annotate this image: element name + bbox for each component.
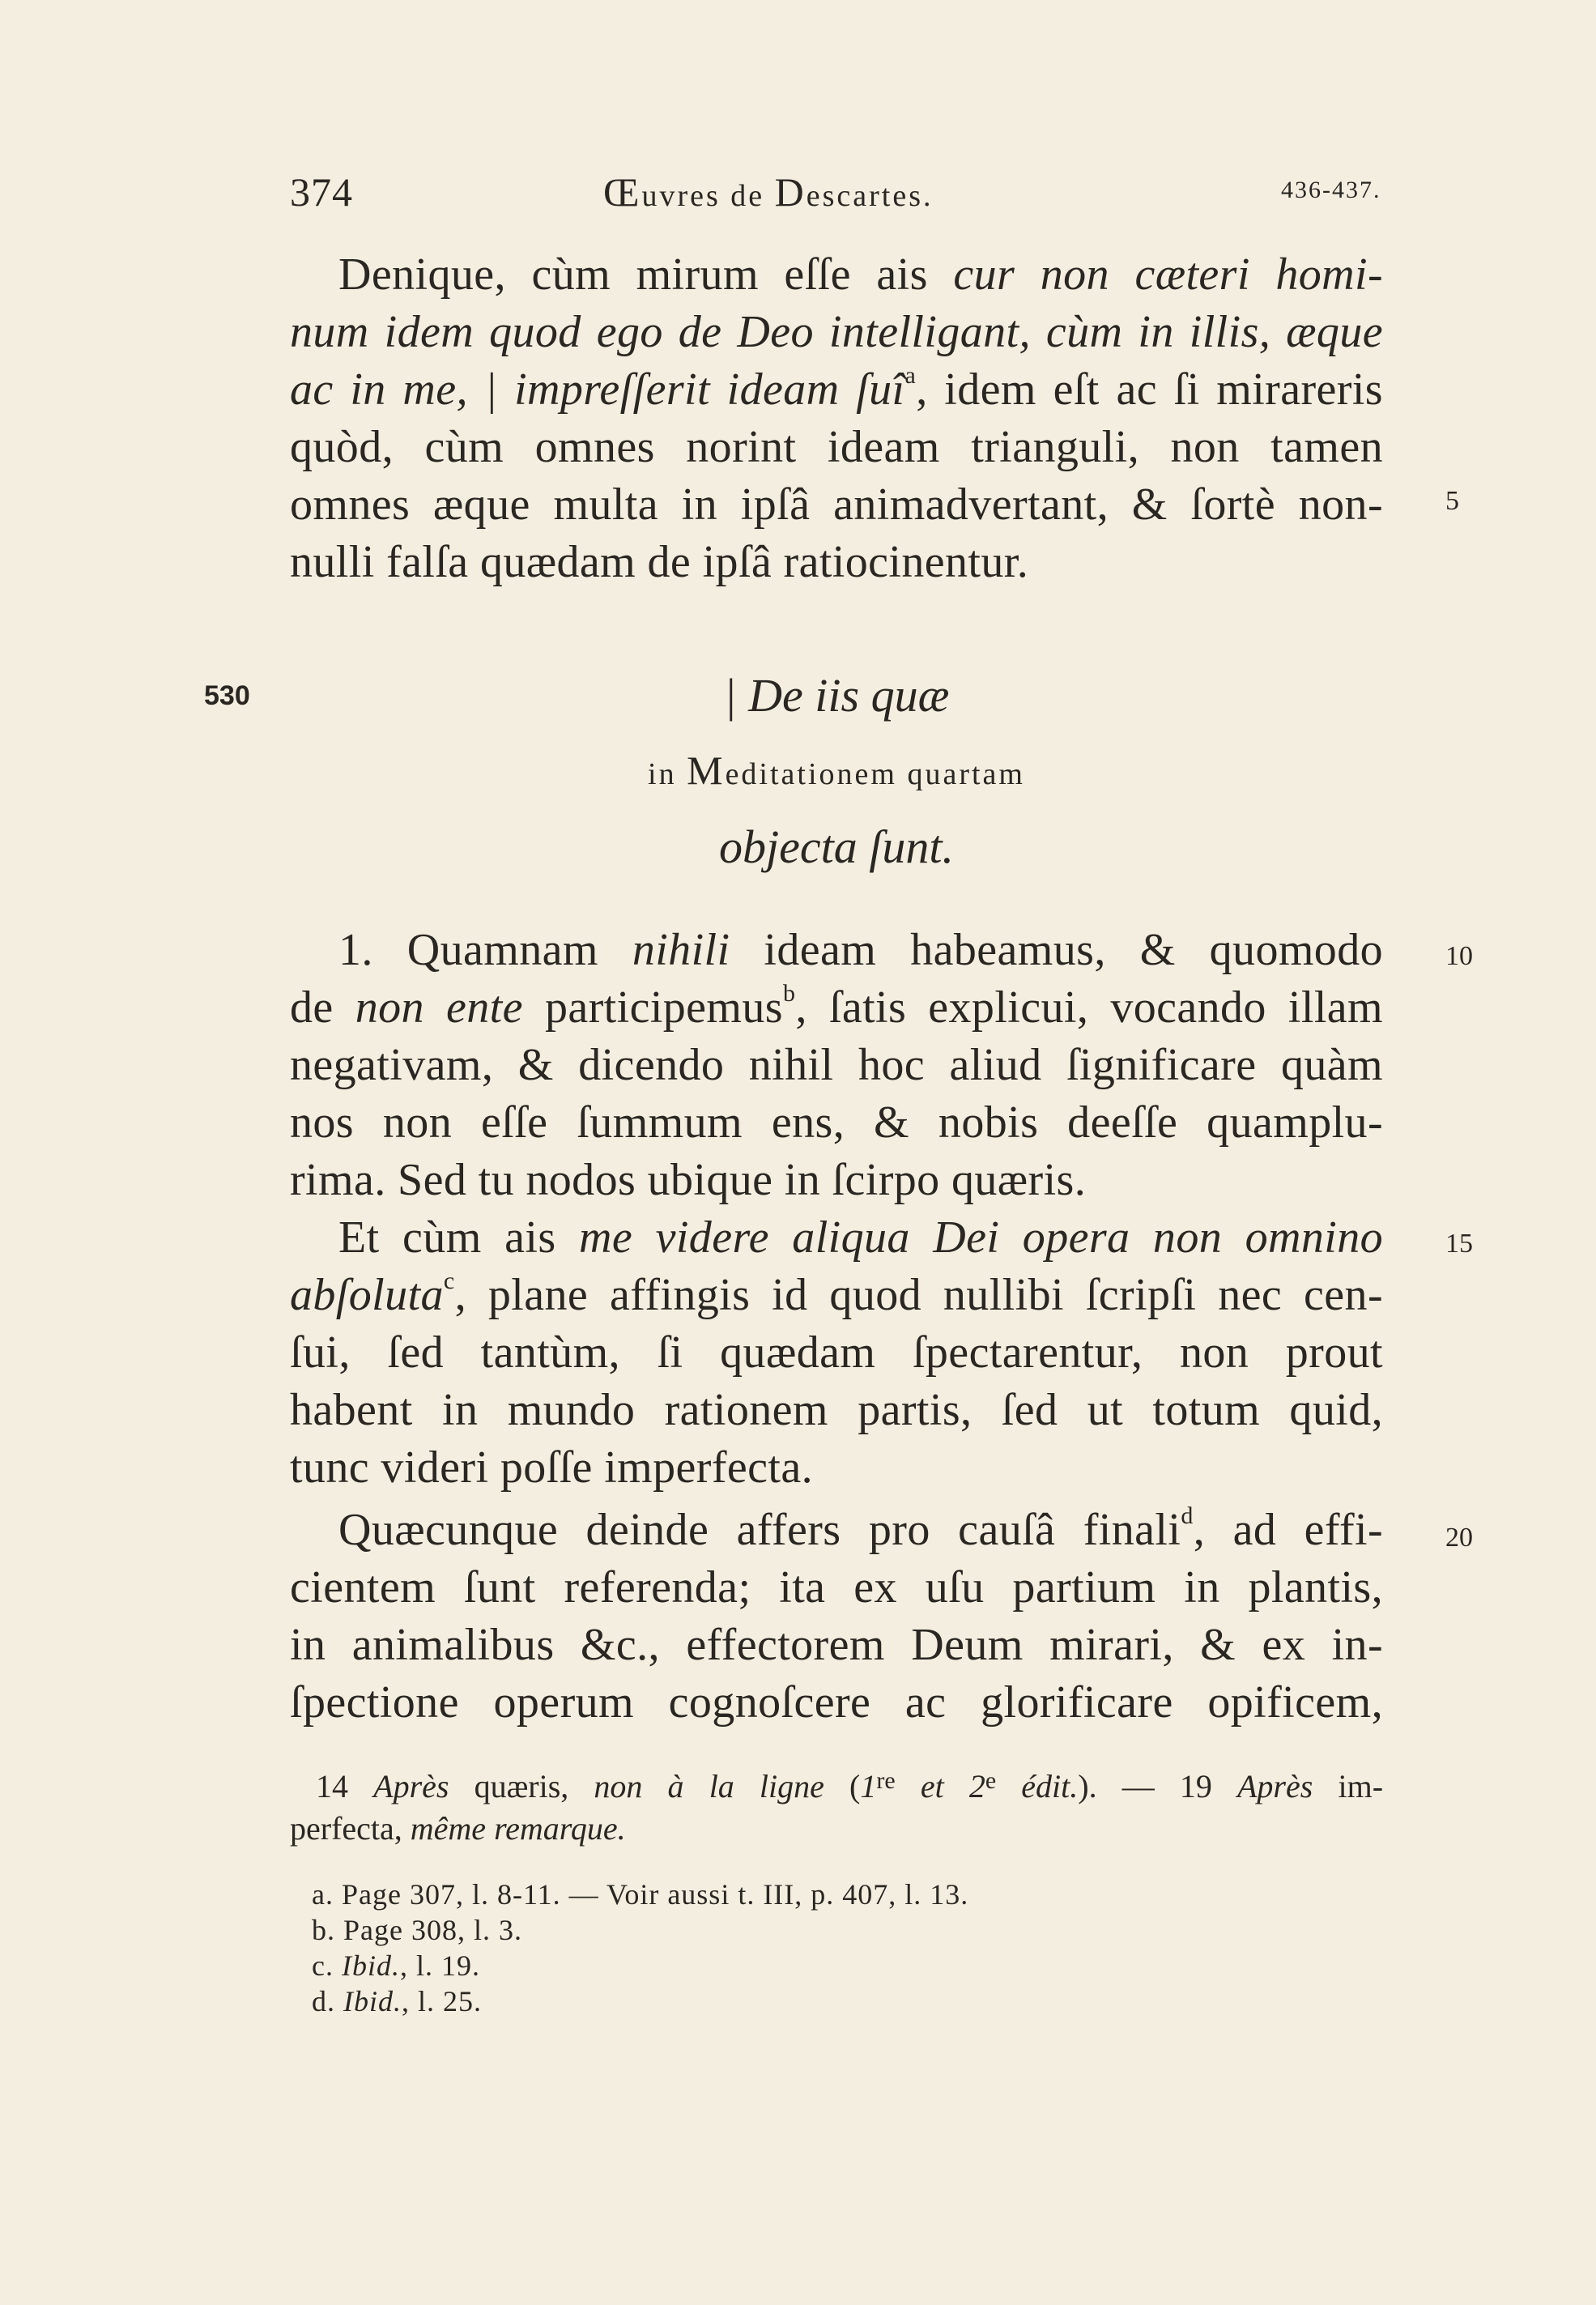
margin-page-ref: 530	[204, 680, 250, 711]
text-line: rima. Sed tu nodos ubique in ſcirpo quæris.	[290, 1155, 1087, 1205]
variant-note: 14 Après quæris, non à la ligne (1re et 2e édit.). — 19 Après im-	[316, 1767, 1384, 1804]
text-line: quòd, cùm omnes norint ideam trianguli, non tamen	[290, 422, 1383, 472]
variant-note: perfecta, même remarque.	[290, 1810, 626, 1847]
text-line: de non ente participemus$^b$, ſatis explicui, vocando illam	[290, 980, 1383, 1033]
text-line: Denique, cùm mirum eſſe ais cur non cæteri homi-	[338, 249, 1383, 300]
text-line: omnes æque multa in ipſâ animadvertant, & ſortè non-	[290, 479, 1383, 530]
footnote-b: b. Page 308, l. 3.	[312, 1914, 522, 1946]
line-marker: 15	[1445, 1229, 1473, 1259]
text-line: habent in mundo rationem partis, ſed ut totum quid,	[290, 1385, 1383, 1435]
section-heading-line1: | De iis quæ	[723, 669, 950, 722]
section-heading-line2: in Meditationem quartam	[648, 748, 1025, 793]
text-line: ac in me, | impreſſerit ideam ſuî$^a$, idem eſt ac ſi mirareris	[290, 362, 1383, 415]
line-marker: 20	[1445, 1523, 1473, 1553]
page-number: 374	[290, 169, 353, 215]
footnote-d: d. Ibid., l. 25.	[312, 1985, 483, 2017]
running-title: Œuvres de Descartes.	[603, 169, 934, 215]
text-line: abſoluta$^c$, plane affingis id quod nullibi ſcripſi nec cen-	[290, 1268, 1383, 1320]
text-line: num idem quod ego de Deo intelligant, cùm in illis, æque	[290, 307, 1383, 357]
text-line: nulli falſa quædam de ipſâ ratiocinentur.	[290, 537, 1029, 587]
text-line: cientem ſunt referenda; ita ex uſu partium in plantis,	[290, 1562, 1383, 1613]
text-line: negativam, & dicendo nihil hoc aliud ſignificare quàm	[290, 1040, 1383, 1090]
text-line: nos non eſſe ſummum ens, & nobis deeſſe quamplu-	[290, 1097, 1383, 1148]
text-line: tunc videri poſſe imperfecta.	[290, 1442, 814, 1493]
line-marker: 10	[1445, 941, 1473, 971]
text-line: Quæcunque deinde affers pro cauſâ finali$^d$, ad effi-	[338, 1502, 1383, 1555]
section-heading-line3: objecta ſunt.	[719, 820, 954, 873]
footnote-a: a. Page 307, l. 8-11. — Voir aussi t. III, p. 407, l. 13.	[312, 1878, 969, 1911]
text-line: in animalibus &c., effectorem Deum mirari, & ex in-	[290, 1620, 1383, 1670]
line-marker: 5	[1445, 486, 1459, 516]
folio-range: 436-437.	[1281, 177, 1381, 203]
text-line: 1. Quamnam nihili ideam habeamus, & quomodo	[338, 925, 1383, 975]
footnote-c: c. Ibid., l. 19.	[312, 1949, 480, 1982]
text-line: ſui, ſed tantùm, ſi quædam ſpectarentur, non prout	[290, 1327, 1383, 1378]
text-line: ſpectione operum cognoſcere ac glorificare opificem,	[290, 1677, 1383, 1728]
text-line: Et cùm ais me videre aliqua Dei opera non omnino	[338, 1212, 1384, 1263]
